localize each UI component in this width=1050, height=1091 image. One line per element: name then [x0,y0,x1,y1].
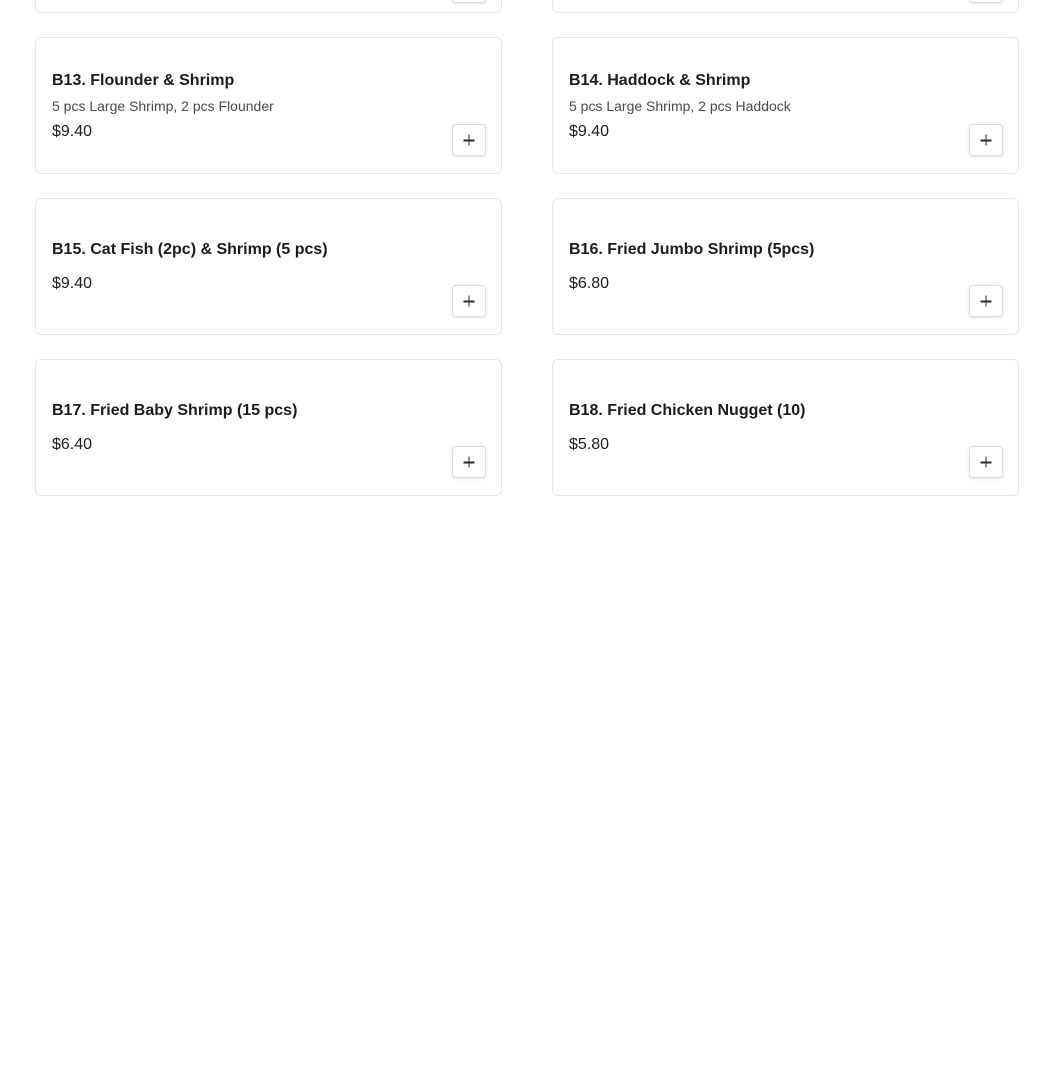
item-price: $9.40 [569,123,610,140]
item-description: 5 pcs Large Shrimp, 2 pcs Haddock [569,98,791,114]
menu-item-card[interactable] [552,198,1019,335]
item-price: $9.40 [52,275,93,292]
item-name: B14. Haddock & Shrimp [569,72,751,89]
item-name: B18. Fried Chicken Nugget (10) [569,402,806,419]
menu-item-card[interactable] [35,359,502,496]
plus-icon [464,135,475,146]
item-name: B13. Flounder & Shrimp [52,72,235,89]
item-name: B15. Cat Fish (2pc) & Shrimp (5 pcs) [52,241,328,258]
item-price: $6.40 [52,436,93,453]
item-price: $9.40 [52,123,93,140]
plus-icon [464,457,475,468]
add-to-cart-button[interactable] [969,285,1003,317]
menu-item-card[interactable] [552,37,1019,174]
add-to-cart-button[interactable] [452,285,486,317]
plus-icon [981,457,992,468]
plus-icon [981,296,992,307]
item-name: B16. Fried Jumbo Shrimp (5pcs) [569,241,815,258]
menu-item-card-partial[interactable] [35,0,502,13]
menu-item-card[interactable] [35,37,502,174]
add-to-cart-button[interactable] [969,0,1003,3]
item-price: $6.80 [569,275,610,292]
add-to-cart-button[interactable] [452,124,486,156]
add-to-cart-button[interactable] [452,0,486,3]
menu-item-card[interactable] [35,198,502,335]
item-price: $5.80 [569,436,610,453]
add-to-cart-button[interactable] [969,124,1003,156]
item-description: 5 pcs Large Shrimp, 2 pcs Flounder [52,98,274,114]
menu-item-card[interactable] [552,359,1019,496]
plus-icon [981,135,992,146]
menu-item-card-partial[interactable] [552,0,1019,13]
plus-icon [464,296,475,307]
add-to-cart-button[interactable] [969,446,1003,478]
add-to-cart-button[interactable] [452,446,486,478]
item-name: B17. Fried Baby Shrimp (15 pcs) [52,402,298,419]
